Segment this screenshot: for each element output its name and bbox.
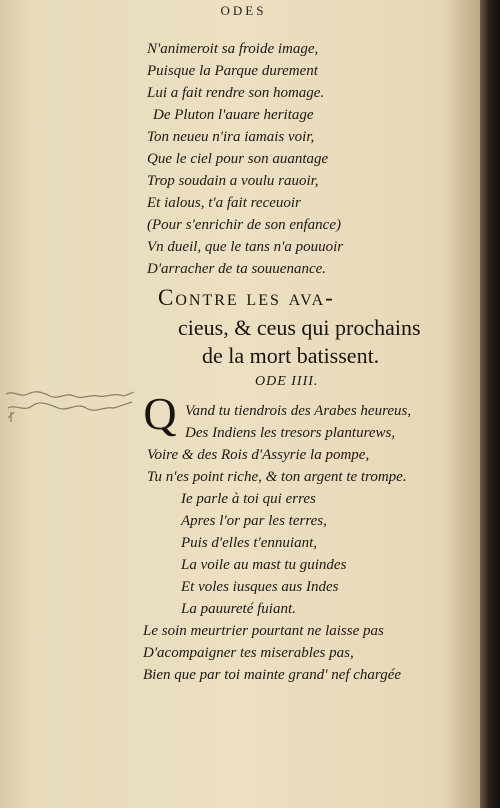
verse-line: Voire & des Rois d'Assyrie la pompe, <box>147 447 370 463</box>
verse-line: Et ialous, t'a fait receuoir <box>147 195 301 211</box>
verse-line: Apres l'or par les terres, <box>181 513 327 529</box>
verse-line: Vand tu tiendrois des Arabes heureus, <box>185 403 412 419</box>
verse-line: Puis d'elles t'ennuiant, <box>181 535 317 551</box>
verse-line: De Pluton l'auare heritage <box>153 107 314 123</box>
title-line: Contre les ava- <box>158 285 335 310</box>
verse-line: Puisque la Parque durement <box>147 63 318 79</box>
book-gutter <box>480 0 500 808</box>
title-line: cieus, & ceus qui prochains <box>178 315 421 340</box>
verse-line: Bien que par toi mainte grand' nef chargée <box>143 667 402 683</box>
drop-cap-initial: Q <box>143 388 177 439</box>
verse-line: La pauureté fuiant. <box>181 601 296 617</box>
handwritten-margin-note <box>2 388 142 428</box>
verse-line: Que le ciel pour son auantage <box>147 151 329 167</box>
verse-line: N'animeroit sa froide image, <box>147 41 319 57</box>
verse-line: Lui a fait rendre son homage. <box>147 85 325 101</box>
running-head: ODES <box>220 3 267 18</box>
verse-line: Ie parle à toi qui erres <box>181 491 316 507</box>
verse-line: Ton neueu n'ira iamais voir, <box>147 129 315 145</box>
title-line: de la mort batissent. <box>202 343 380 368</box>
verse-line: Tu n'es point riche, & ton argent te trompe. <box>147 469 407 485</box>
verse-line: (Pour s'enrichir de son enfance) <box>147 217 341 233</box>
verse-line: D'arracher de ta souuenance. <box>147 261 327 277</box>
verse-line: Des Indiens les tresors planturews, <box>185 425 396 441</box>
verse-line: D'acompaigner tes miserables pas, <box>143 645 354 661</box>
verse-line: La voile au mast tu guindes <box>181 557 347 573</box>
verse-line: Et voles iusques aus Indes <box>181 579 339 595</box>
verse-line: Vn dueil, que le tans n'a pouuoir <box>147 239 344 255</box>
verse-line: Trop soudain a voulu rauoir, <box>147 173 319 189</box>
page-bleed-shadow <box>440 0 480 808</box>
verse-line: Le soin meurtrier pourtant ne laisse pas <box>143 623 384 639</box>
ode-heading: ODE IIII. <box>255 374 319 389</box>
